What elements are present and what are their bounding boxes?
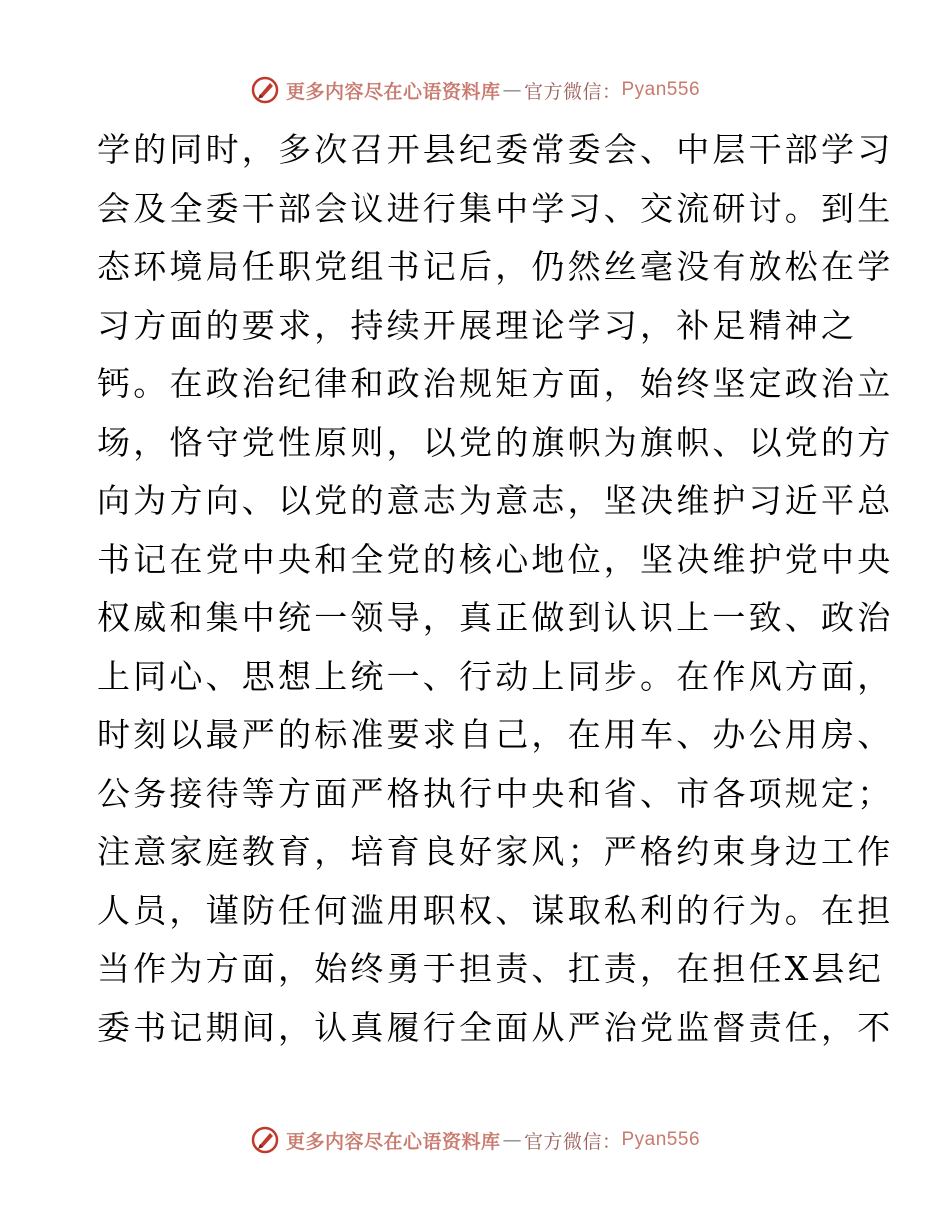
- body-line: 当作为方面，始终勇于担责、扛责，在担任X县纪: [97, 949, 884, 988]
- watermark-dash: —: [502, 1129, 522, 1151]
- body-line: 权威和集中统一领导，真正做到认识上一致、政治: [97, 598, 894, 637]
- document-body: [97, 121, 894, 1057]
- body-line: 注意家庭教育，培育良好家风；严格约束身边工作: [97, 832, 894, 871]
- body-line: 学的同时，多次召开县纪委常委会、中层干部学习: [97, 130, 894, 169]
- body-line: 委书记期间，认真履行全面从严治党监督责任，不: [97, 1007, 894, 1047]
- watermark-main-text: 更多内容尽在心语资料库: [285, 80, 501, 103]
- watermark-dash: —: [502, 79, 522, 101]
- logo-icon: [250, 75, 280, 105]
- watermark-sub-text: 官方微信：: [523, 1130, 622, 1153]
- body-line: 人员，谨防任何滥用职权、谋取私利的行为。在担: [97, 890, 894, 930]
- body-line: 会及全委干部会议进行集中学习、交流研讨。到生: [97, 188, 894, 228]
- body-line: 上同心、思想上统一、行动上同步。在作风方面，: [97, 656, 894, 696]
- logo-icon: [250, 1125, 280, 1155]
- watermark-wechat-id: Pyan556: [621, 1129, 701, 1150]
- watermark-sub-text: 官方微信：: [523, 80, 622, 103]
- body-line: 态环境局任职党组书记后，仍然丝毫没有放松在学: [97, 247, 894, 286]
- body-line: 场，恪守党性原则，以党的旗帜为旗帜、以党的方: [97, 422, 894, 462]
- body-line: 习方面的要求，持续开展理论学习，补足精神之: [97, 305, 858, 345]
- header-watermark: [0, 70, 950, 110]
- body-line: 书记在党中央和全党的核心地位，坚决维护党中央: [97, 539, 894, 579]
- body-line: 钙。在政治纪律和政治规矩方面，始终坚定政治立: [97, 364, 894, 403]
- footer-watermark: [0, 1120, 950, 1160]
- watermark-wechat-id: Pyan556: [621, 79, 701, 100]
- body-line: 时刻以最严的标准要求自己，在用车、办公用房、: [97, 715, 894, 754]
- body-line: 向为方向、以党的意志为意志，坚决维护习近平总: [97, 481, 894, 520]
- body-line: 公务接待等方面严格执行中央和省、市各项规定；: [97, 773, 894, 813]
- watermark-main-text: 更多内容尽在心语资料库: [285, 1130, 501, 1153]
